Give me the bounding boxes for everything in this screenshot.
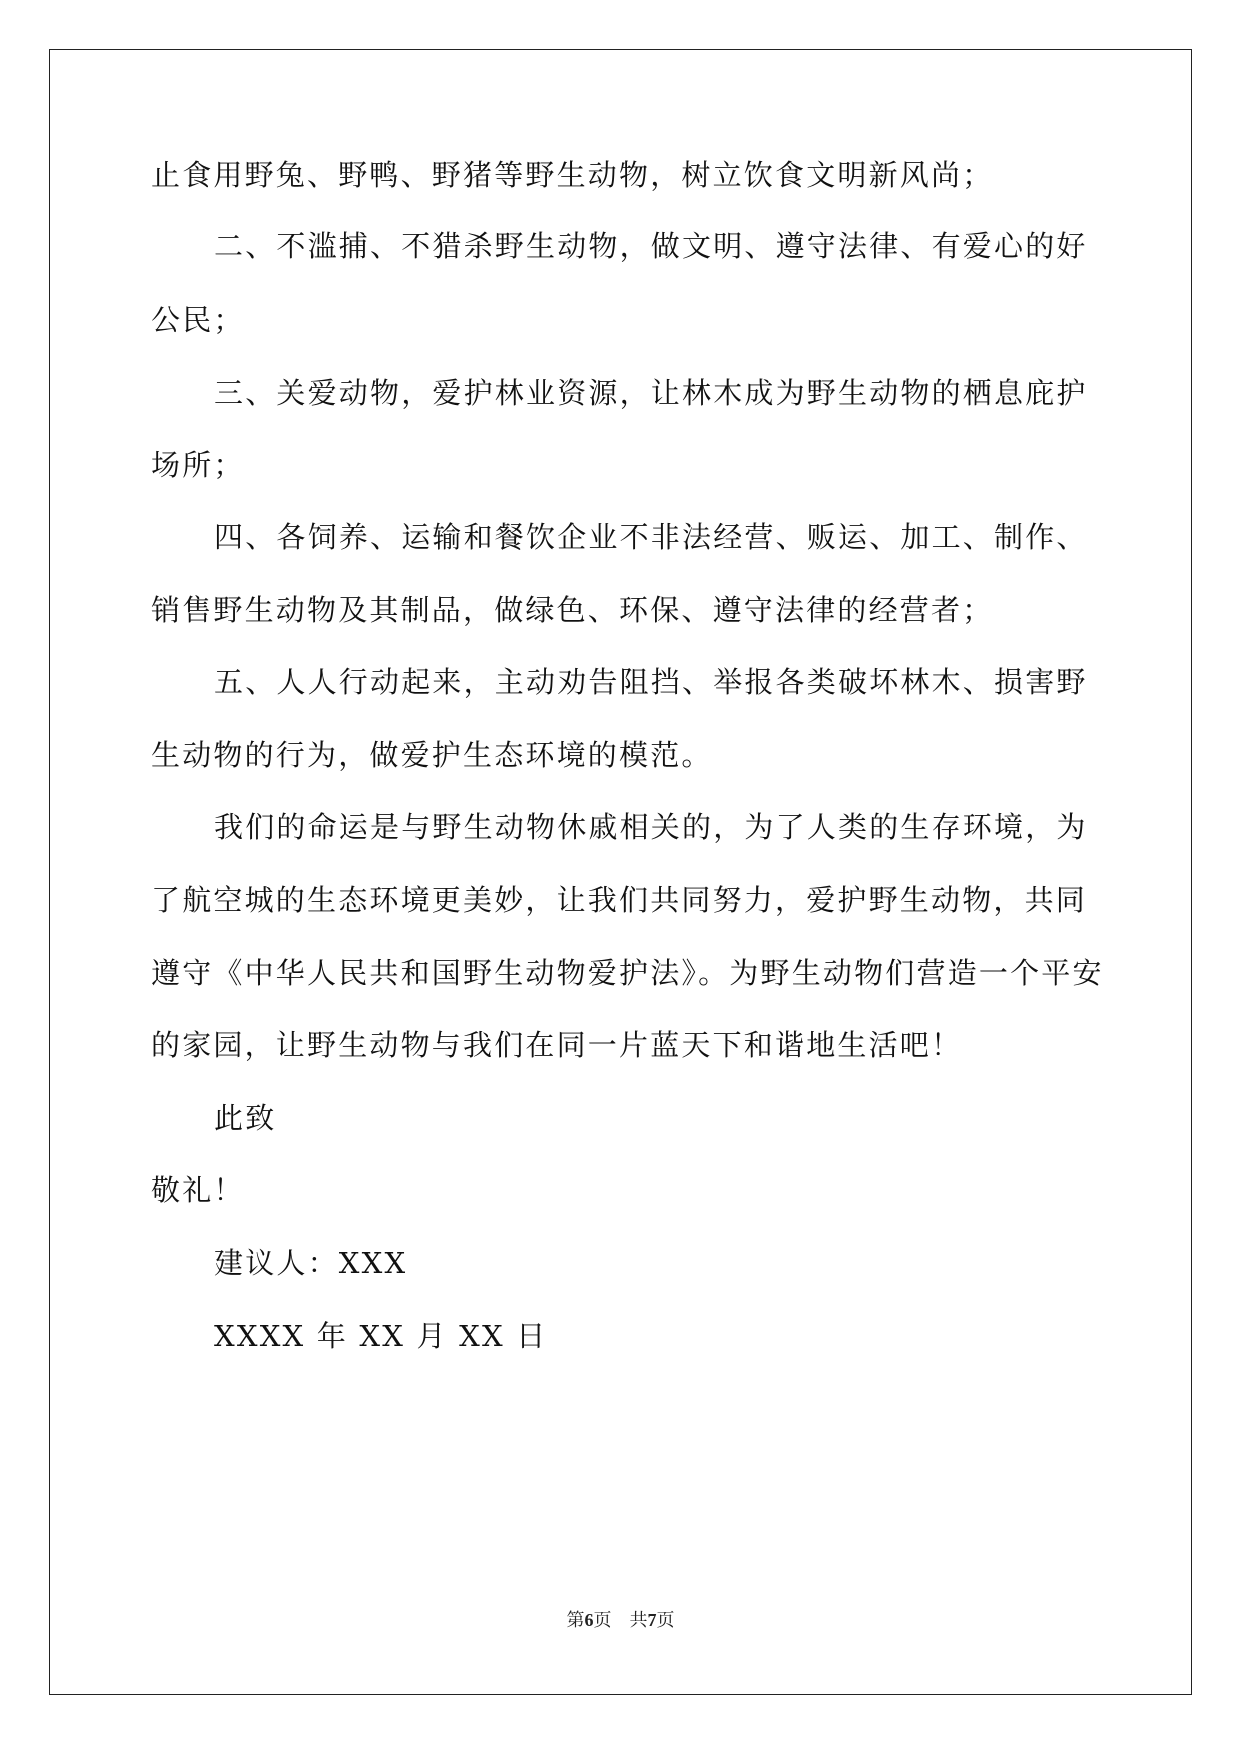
total-page-number: 7 [647,1610,657,1630]
footer-prefix: 第 [566,1610,585,1631]
body-line: 场所； [151,448,245,482]
closing-respect: 敬礼！ [151,1173,245,1207]
body-line: 销售野生动物及其制品，做绿色、环保、遵守法律的经营者； [151,593,994,627]
body-line: 我们的命运是与野生动物休戚相关的，为了人类的生存环境，为 [214,810,1088,844]
footer-middle: 页 共 [593,1610,648,1631]
date-line: XXXX 年 XX 月 XX 日 [214,1319,548,1353]
body-line: 的家园，让野生动物与我们在同一片蓝天下和谐地生活吧！ [151,1028,963,1062]
body-line: 三、关爱动物，爱护林业资源，让林木成为野生动物的栖息庇护 [214,376,1088,410]
page-footer [0,1608,1241,1633]
body-line: 了航空城的生态环境更美妙，让我们共同努力，爱护野生动物，共同 [151,883,1088,917]
body-line: 公民； [151,303,245,337]
body-line: 二、不滥捕、不猎杀野生动物，做文明、遵守法律、有爱心的好 [214,229,1088,263]
body-line: 遵守《中华人民共和国野生动物爱护法》。为野生动物们营造一个平安 [151,956,1104,990]
body-line: 生动物的行为，做爱护生态环境的模范。 [151,738,713,772]
closing-salutation: 此致 [214,1101,277,1135]
signature-line: 建议人：XXX [214,1246,408,1280]
body-line: 四、各饲养、运输和餐饮企业不非法经营、贩运、加工、制作、 [214,520,1088,554]
footer-suffix: 页 [656,1610,675,1631]
page-border [49,49,1192,1695]
body-line: 五、人人行动起来，主动劝告阻挡、举报各类破坏林木、损害野 [214,665,1088,699]
current-page-number: 6 [584,1610,594,1630]
body-line: 止食用野兔、野鸭、野猪等野生动物，树立饮食文明新风尚； [151,158,994,192]
